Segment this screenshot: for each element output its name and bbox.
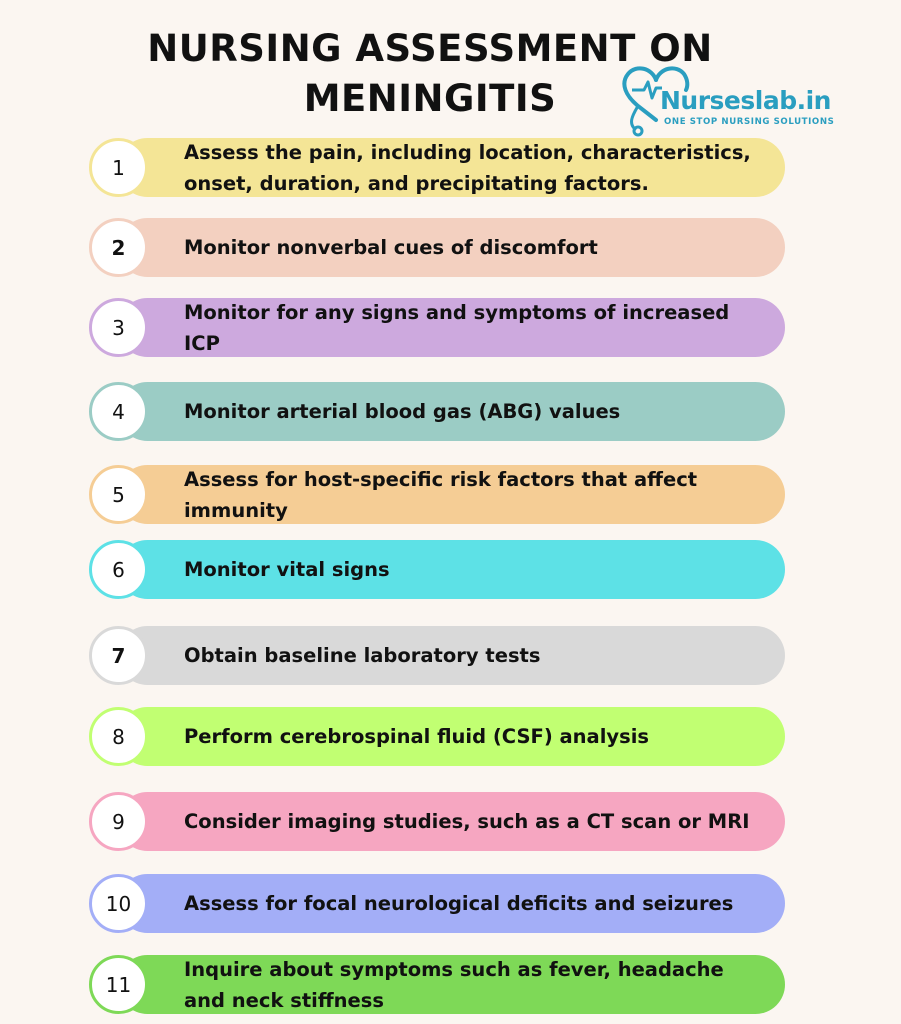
list-item xyxy=(88,382,785,441)
item-text: Monitor nonverbal cues of discomfort xyxy=(184,236,598,259)
item-number-badge: 10 xyxy=(89,874,148,933)
list-item xyxy=(88,707,785,766)
item-number-badge: 1 xyxy=(89,138,148,197)
nurseslab-logo xyxy=(618,60,848,135)
item-number-badge: 4 xyxy=(89,382,148,441)
item-number-badge: 3 xyxy=(89,298,148,357)
item-number-badge: 7 xyxy=(89,626,148,685)
item-text: Monitor for any signs and symptoms of increased ICP xyxy=(184,300,730,355)
title-line-2: MENINGITIS xyxy=(303,77,557,120)
item-number-badge: 8 xyxy=(89,707,148,766)
item-text: Monitor vital signs xyxy=(184,558,390,581)
title-line-1: NURSING ASSESSMENT ON xyxy=(147,27,713,70)
item-text: Monitor arterial blood gas (ABG) values xyxy=(184,400,621,423)
item-number-badge: 11 xyxy=(89,955,148,1014)
list-item xyxy=(88,626,785,685)
list-item xyxy=(88,138,785,197)
logo-tagline: ONE STOP NURSING SOLUTIONS xyxy=(664,117,835,127)
list-item xyxy=(88,955,785,1014)
list-item xyxy=(88,874,785,933)
list-item xyxy=(88,218,785,277)
item-text: Inquire about symptoms such as fever, headache and neck stiffness xyxy=(184,957,724,1012)
item-text: Obtain baseline laboratory tests xyxy=(184,644,541,667)
item-text: Assess the pain, including location, characteristics, onset, duration, and precipitating factors. xyxy=(184,140,751,195)
item-text: Perform cerebrospinal fluid (CSF) analysis xyxy=(184,725,650,748)
item-number-badge: 6 xyxy=(89,540,148,599)
item-number-badge: 9 xyxy=(89,792,148,851)
list-item xyxy=(88,298,785,357)
list-item xyxy=(88,465,785,524)
item-text: Assess for focal neurological deficits and seizures xyxy=(184,892,734,915)
logo-brand: Nurseslab.in xyxy=(660,86,831,115)
list-item xyxy=(88,540,785,599)
item-text: Assess for host-specific risk factors that affect immunity xyxy=(184,467,698,522)
item-text: Consider imaging studies, such as a CT scan or MRI xyxy=(184,810,750,833)
item-number-badge: 2 xyxy=(89,218,148,277)
list-item xyxy=(88,792,785,851)
item-number-badge: 5 xyxy=(89,465,148,524)
